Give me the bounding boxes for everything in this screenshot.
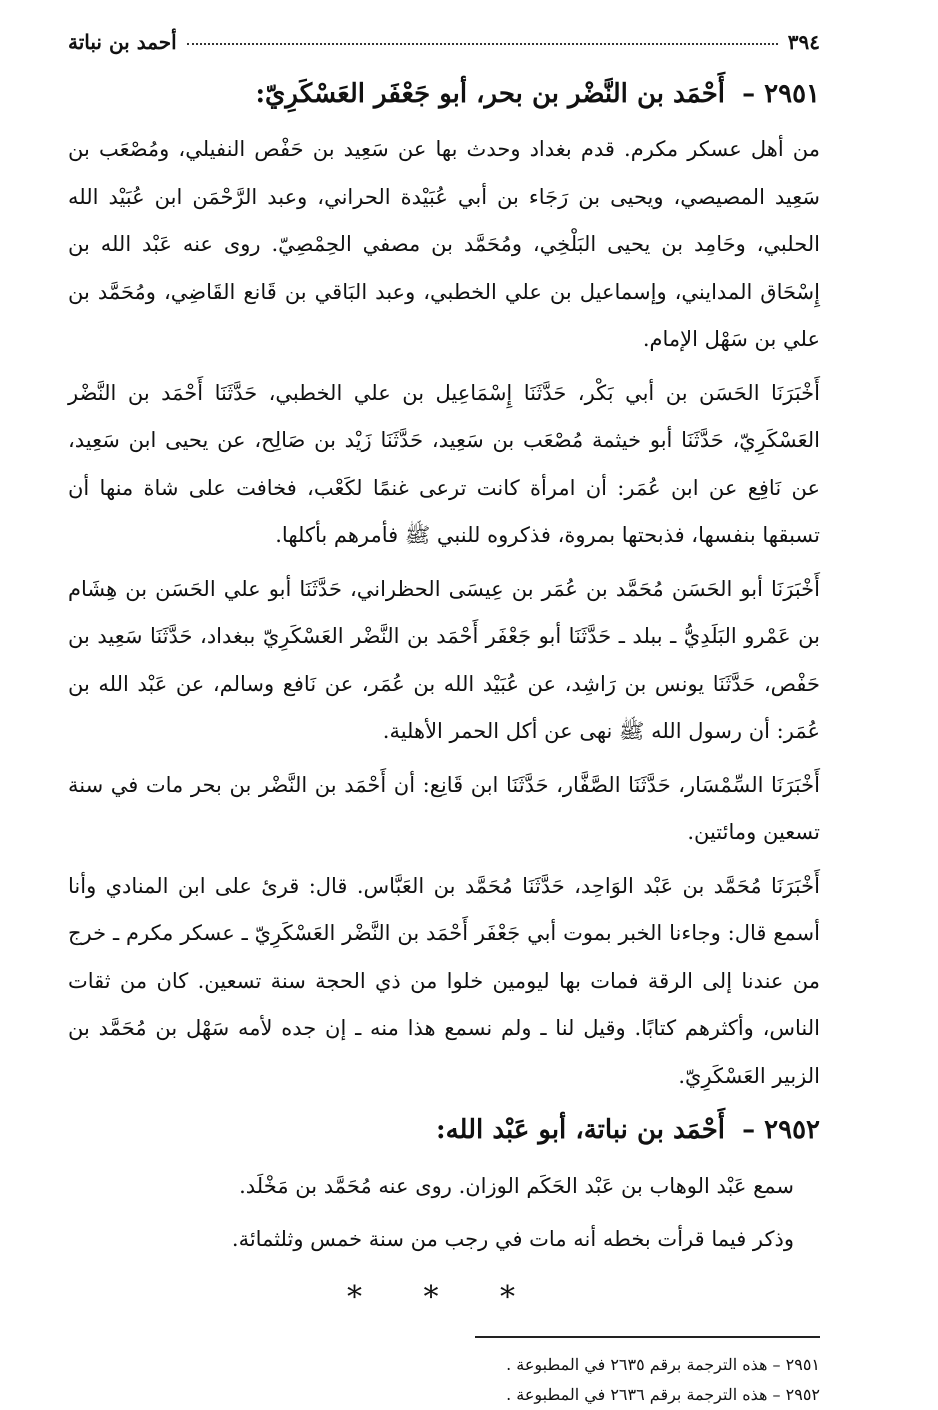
entry-1-name: أَحْمَد بن النَّضْر بن بحر، أبو جَعْفَر العَسْكَرِيّ: <box>255 79 726 109</box>
footnote: ٢٩٥٢ – هذه الترجمة برقم ٢٦٣٦ في المطبوعة . <box>506 1384 820 1404</box>
entry-1-paragraph: أَخْبَرَنَا السِّمْسَار، حَدَّثَنَا الصَّفَّار، حَدَّثَنَا ابن قَانِع: أن أَحْمَد بن النَّضْر بن بحر مات في سنة تسعين ومائتين. <box>68 772 820 845</box>
entry-2-paragraph: سمع عَبْد الوهاب بن عَبْد الحَكَم الوزان. روى عنه مُحَمَّد بن مَخْلَد. <box>239 1173 794 1198</box>
running-head <box>68 30 820 64</box>
entry-2-number: ٢٩٥٢ – <box>742 1115 820 1146</box>
entry-2-paragraph: وذكر فيما قرأت بخطه أنه مات في رجب من سنة خمس وثلثمائة. <box>231 1227 794 1252</box>
entry-1-paragraph: أَخْبَرَنَا مُحَمَّد بن عَبْد الوَاحِد، حَدَّثَنَا مُحَمَّد بن العَبَّاس. قال: قرئ على ابن المنادي وأنا أسمع قال: وجاءنا الخبر بموت أبي جَعْفَر أَحْمَد بن النَّضْر العَسْكَرِيّ ـ عسكر مكرم ـ خرج من عندنا إلى الرقة فمات بها ليومين خلوا من ذي الحجة سنة تسعين. كان من ثقات الناس، وأكثرهم كتابًا. وقيل لنا ـ ولم نسمع هذا منه ـ إن جده لأمه سَهْل بن مُحَمَّد بن الزبير العَسْكَرِيّ. <box>68 873 820 1088</box>
footnote-rule <box>475 1336 820 1338</box>
section-separator: * * * <box>346 1279 542 1315</box>
leader-dots <box>187 43 778 45</box>
entry-1-paragraph: أَخْبَرَنَا الحَسَن بن أبي بَكْر، حَدَّثَنَا إِسْمَاعِيل بن علي الخطبي، حَدَّثَنَا أَحْمَد بن النَّضْر العَسْكَرِيّ، حَدَّثَنَا أبو خيثمة مُصْعَب بن سَعِيد، حَدَّثَنَا زَيْد بن صَالِح، عن يحيى ابن سَعِيد، عن نَافِع عن ابن عُمَر: أن امرأة كانت ترعى غنمًا لكَعْب، فخافت على شاة منها أن تسبقها بنفسها، فذبحتها بمروة، فذكروه للنبي ﷺ فأمرهم بأكلها. <box>68 380 820 548</box>
entry-1-title <box>68 76 820 112</box>
entry-1-number: ٢٩٥١ – <box>742 79 820 109</box>
footnote: ٢٩٥١ – هذه الترجمة برقم ٢٦٣٥ في المطبوعة . <box>506 1354 820 1374</box>
entry-2-body <box>68 1163 820 1264</box>
entry-2-title <box>68 1112 820 1148</box>
page-number: ٣٩٤ <box>787 30 820 54</box>
running-title: أحمد بن نباتة <box>68 30 177 54</box>
entry-2-name: أَحْمَد بن نباتة، أبو عَبْد الله: <box>435 1115 726 1146</box>
entry-1-paragraph: من أهل عسكر مكرم. قدم بغداد وحدث بها عن سَعِيد بن حَفْص النفيلي، ومُصْعَب بن سَعِيد المصيصي، ويحيى بن رَجَاء بن أبي عُبَيْدة الحراني، وعبد الرَّحْمَن ابن عُبَيْد الله الحلبي، وحَامِد بن يحيى البَلْخِي، ومُحَمَّد بن مصفي الحِمْصِيّ. روى عنه عَبْد الله بن إِسْحَاق المدايني، وإسماعيل بن علي الخطبي، وعبد البَاقي بن قَانع القَاضِي، ومُحَمَّد بن علي بن سَهْل الإمام. <box>68 137 820 352</box>
entry-1-paragraph: أَخْبَرَنَا أبو الحَسَن مُحَمَّد بن عُمَر بن عِيسَى الحظراني، حَدَّثَنَا أبو علي الحَسَن بن هِشَام بن عَمْرو البَلَدِيُّ ـ ببلد ـ حَدَّثَنَا أبو جَعْفَر أَحْمَد بن النَّضْر العَسْكَرِيّ ببغداد، حَدَّثَنَا سَعِيد بن حَفْص، حَدَّثَنَا يونس بن رَاشِد، عن عُبَيْد الله بن عُمَر، عن نَافع وسالم، عن عَبْد الله بن عُمَر: أن رسول الله ﷺ نهى عن أكل الحمر الأهلية. <box>68 576 820 744</box>
